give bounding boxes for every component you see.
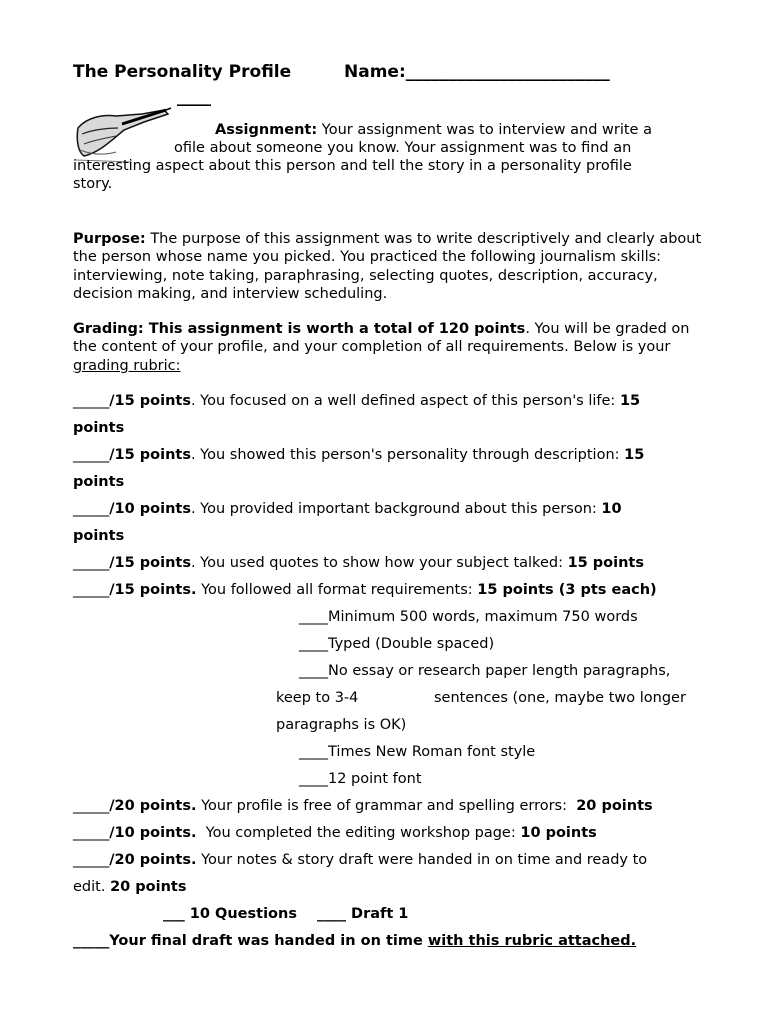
points-value: 10 [601,501,622,517]
name-label [344,62,610,82]
format-req-paragraphs: ____No essay or research paper length paragraphs, [299,663,671,679]
rubric-item-5 [73,581,657,599]
rubric-item-3 [73,500,622,518]
rubric-item-2 [73,446,644,464]
points-value: 15 [624,447,645,463]
points-value: 10 points [520,825,597,841]
rubric-item-6 [73,797,653,815]
points-value: 15 points [567,555,644,571]
final-text: Your final draft was handed in on time [109,933,428,949]
purpose-paragraph [73,230,703,303]
item-wrap-text: edit. [73,879,111,895]
purpose-text: The purpose of this assignment was to write descriptively and clearly about the person whose name you picked. You practiced the following journalism skills: interviewing, note taking, paraphrasing, selecting quotes, description, accuracy, decision making, and interview scheduling. [73,231,702,302]
points-value: 15 points (3 pts each) [477,582,657,598]
draft-blank: ____ [317,906,346,922]
item-text: You followed all format requirements: [196,582,478,598]
rubric-item-7 [73,824,597,842]
questions-check [163,905,297,923]
points-value: 20 points [576,798,653,814]
points-label: /10 points. [109,825,197,841]
format-req-word-count: ____Minimum 500 words, maximum 750 words [299,609,638,625]
assignment-line-2: ofile about someone you know. Your assignment was to find an [174,140,632,156]
item-text: You completed the editing workshop page: [196,825,521,841]
points-label: /10 points [109,501,191,517]
format-req-paragraphs-2b: sentences (one, maybe two longer [434,690,686,706]
points-label: /15 points. [109,582,197,598]
assignment-line-4: story. [73,176,113,192]
points-label: /15 points [109,555,191,571]
rubric-item-1-wrap [73,419,124,437]
rubric-item-8 [73,851,647,869]
points-wrap: points [73,420,125,436]
points-value: 15 [619,393,641,409]
assignment-line-1 [215,122,652,138]
rubric-item-3-wrap [73,527,124,545]
item-text: . You focused on a well defined aspect of this person's life: [190,393,620,409]
grading-text: . You will be graded on the content of your profile, and your completion of all requirements. Below is your [73,321,690,356]
points-wrap: points [73,528,125,544]
name-blank-wrap: ____ [177,87,211,107]
score-blank: _____ [73,447,110,463]
draft-check [317,905,408,923]
rubric-item-1 [73,392,640,410]
score-blank: _____ [73,825,110,841]
score-blank: _____ [73,582,110,598]
score-blank: _____ [73,501,110,517]
points-label: /15 points [109,447,191,463]
format-req-typed: ____Typed (Double spaced) [299,636,495,652]
format-req-paragraphs-2a: keep to 3-4 [276,690,359,706]
item-text: . You showed this person's personality through description: [190,447,625,463]
score-blank: _____ [73,933,110,949]
score-blank: _____ [73,852,110,868]
page-title: The Personality Profile [73,62,292,82]
rubric-item-4 [73,554,644,572]
assignment-text-1: Your assignment was to interview and write a [317,122,652,138]
questions-label: 10 Questions [184,906,297,922]
questions-blank: ___ [163,906,185,922]
rubric-item-8-wrap [73,878,187,896]
assignment-label: Assignment: [215,122,318,138]
points-label: /20 points. [109,798,197,814]
item-text: Your notes & story draft were handed in on time and ready to [196,852,648,868]
name-label-text: Name: [344,62,406,82]
item-text: Your profile is free of grammar and spelling errors: [196,798,577,814]
assignment-line-3: interesting aspect about this person and tell the story in a personality profile [73,158,632,174]
points-value: 20 points [110,879,187,895]
item-text: . You used quotes to show how your subject talked: [190,555,568,571]
grading-label: Grading: This assignment is worth a total of 120 points [73,321,526,337]
score-blank: _____ [73,393,110,409]
draft-label: Draft 1 [346,906,409,922]
points-label: /15 points [109,393,191,409]
grading-paragraph [73,320,703,375]
purpose-label: Purpose: [73,231,146,247]
final-draft-line [73,932,636,950]
format-req-font-size: ____12 point font [299,771,422,787]
format-req-paragraphs-3: paragraphs is OK) [276,717,407,733]
points-wrap: points [73,474,125,490]
rubric-item-2-wrap [73,473,124,491]
score-blank: _____ [73,555,110,571]
item-text: . You provided important background about this person: [190,501,602,517]
writing-hand-icon [72,100,172,166]
final-underlined-text: with this rubric attached. [427,933,637,949]
grading-rubric-heading: grading rubric: [73,357,181,374]
name-blank: ________________________ [405,62,610,82]
score-blank: _____ [73,798,110,814]
points-label: /20 points. [109,852,197,868]
format-req-font-style: ____Times New Roman font style [299,744,536,760]
